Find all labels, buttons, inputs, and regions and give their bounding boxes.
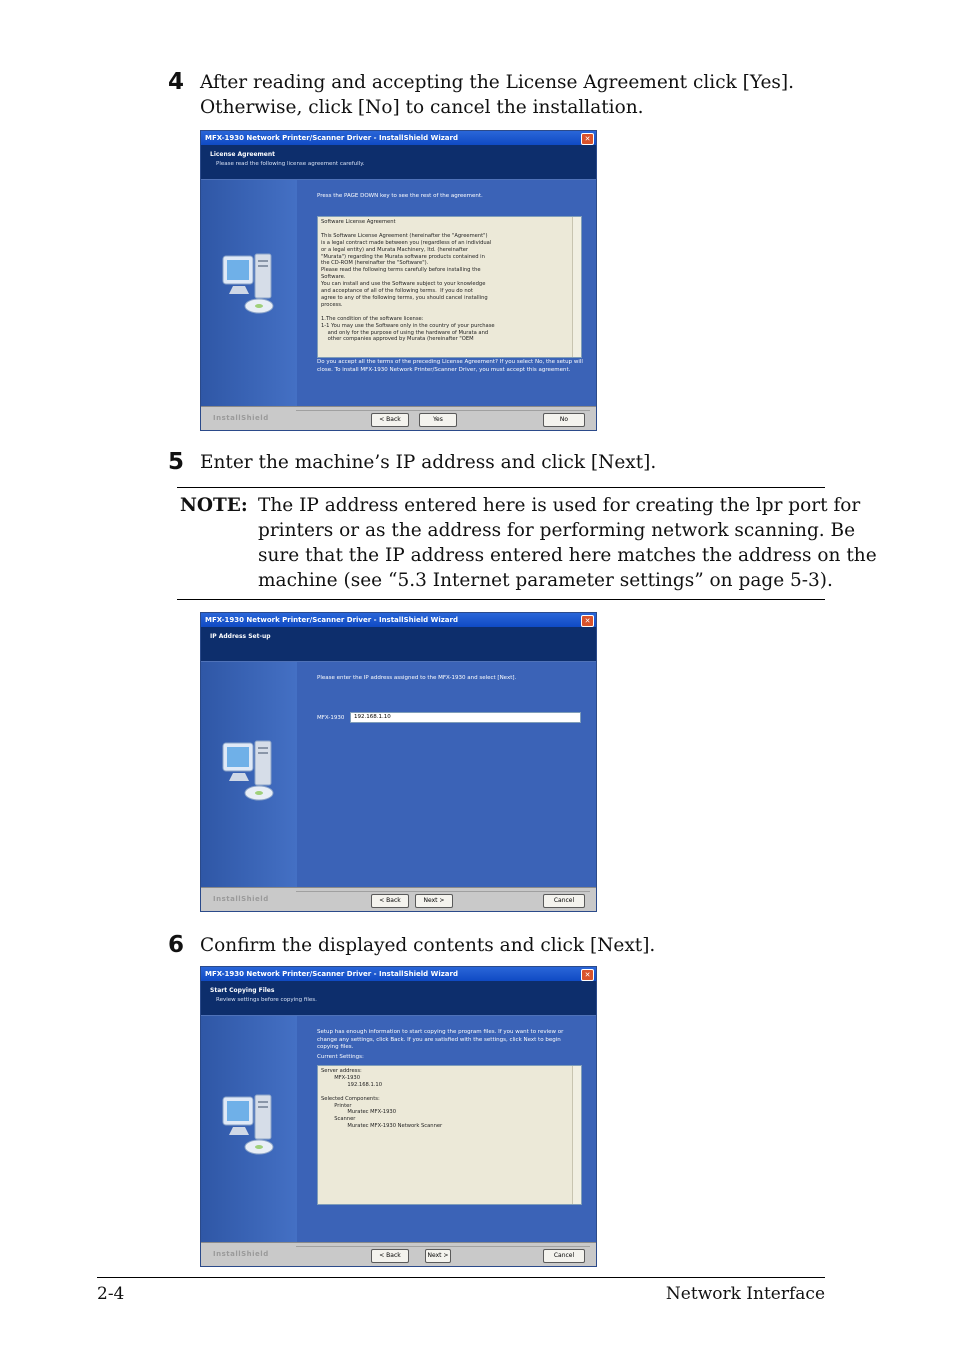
text-line	[321, 226, 578, 233]
text-line: MFX-1930	[321, 1074, 361, 1081]
text-line: Software.	[321, 274, 346, 281]
instruction-text: Press the PAGE DOWN key to see the rest of the agreement.	[317, 193, 483, 199]
installshield-logo: InstallShield	[213, 1250, 269, 1258]
dialog-body	[201, 1016, 596, 1242]
window-titlebar	[201, 613, 596, 627]
text-line: Please read the following terms carefully before installing the	[321, 267, 481, 274]
page-number: 2-4	[97, 1284, 125, 1304]
current-settings-label: Current Settings:	[317, 1054, 364, 1060]
dialog-header	[201, 145, 596, 180]
instruction-text: Setup has enough information to start copying the program files. If you want to review or change any settings, click Back. If you are satisfied with the settings, click Next to begin copying files.	[317, 1029, 564, 1050]
license-dialog-screenshot	[200, 130, 597, 431]
installshield-logo: InstallShield	[213, 895, 269, 903]
step-text	[200, 450, 656, 475]
instruction-text: Please enter the IP address assigned to the MFX-1930 and select [Next].	[317, 675, 517, 681]
text-line: 1-1 You may use the Software only in the country of your purchase	[321, 322, 495, 329]
note-line: printers or as the address for performing network scanning. Be	[258, 520, 856, 541]
footer-divider	[296, 1246, 590, 1247]
close-icon[interactable]: ✕	[581, 969, 594, 981]
note-line: sure that the IP address entered here matches the address on the	[258, 545, 877, 566]
back-button[interactable]: < Back	[371, 413, 409, 427]
close-icon[interactable]: ✕	[581, 133, 594, 145]
dialog-heading: License Agreement	[210, 151, 276, 158]
text-line: This Software License Agreement (hereinafter the "Agreement")	[321, 232, 488, 239]
left-pane	[201, 180, 297, 406]
footer-divider	[296, 891, 590, 892]
license-text-box[interactable]	[317, 216, 582, 358]
window-title: MFX-1930 Network Printer/Scanner Driver - InstallShield Wizard	[205, 134, 458, 142]
ip-field-label: MFX-1930	[317, 715, 345, 721]
text-line: Muratec MFX-1930	[321, 1109, 397, 1116]
step-line: Otherwise, click [No] to cancel the installation.	[200, 97, 644, 118]
text-line: is a legal contract made between you (regardless of an individual	[321, 239, 492, 246]
start-copying-dialog-screenshot	[200, 966, 597, 1267]
step-text	[200, 933, 655, 958]
step-number: 6	[168, 932, 185, 958]
note-top-rule	[177, 487, 825, 488]
step-line: After reading and accepting the License Agreement click [Yes].	[200, 72, 795, 93]
yes-button[interactable]: Yes	[419, 413, 457, 427]
note-line: machine (see “5.3 Internet parameter settings” on page 5-3).	[258, 570, 833, 591]
dialog-footer	[201, 1242, 596, 1267]
step-number: 5	[168, 449, 185, 475]
footer-divider	[296, 410, 590, 411]
window-titlebar	[201, 131, 596, 145]
window-title: MFX-1930 Network Printer/Scanner Driver - InstallShield Wizard	[205, 616, 458, 624]
text-line: Software License Agreement	[321, 219, 396, 225]
left-pane	[201, 1016, 297, 1242]
note-label: NOTE:	[180, 495, 248, 516]
text-line: 192.168.1.10	[321, 1081, 383, 1088]
dialog-footer	[201, 887, 596, 912]
dialog-header	[201, 981, 596, 1016]
text-line: process.	[321, 301, 343, 308]
computer-icon	[219, 250, 281, 316]
text-line: or a legal entity) and Murata Machinery, ltd. (hereinafter	[321, 246, 469, 253]
text-line	[321, 309, 578, 316]
text-line: Printer	[321, 1102, 352, 1109]
accept-question: Do you accept all the terms of the preceding License Agreement? If you select No, the setup will close. To install MFX-1930 Network Printer/Scanner Driver, you must accept this agreement.	[317, 359, 583, 373]
step-text	[200, 70, 794, 120]
note-body	[258, 493, 877, 593]
window-titlebar	[201, 967, 596, 981]
dialog-subheading: Review settings before copying files.	[216, 997, 317, 1003]
text-line: Muratec MFX-1930 Network Scanner	[321, 1123, 443, 1130]
note-bottom-rule	[177, 599, 825, 600]
chapter-title: Network Interface	[665, 1284, 825, 1304]
text-line: and acceptance of all of the following terms. If you do not	[321, 288, 473, 295]
step-number: 4	[168, 69, 185, 95]
step-line: Confirm the displayed contents and click [Next].	[200, 935, 656, 956]
text-line: 1.The condition of the software license:	[321, 315, 424, 322]
note-line: The IP address entered here is used for creating the lpr port for	[258, 495, 861, 516]
footer-rule	[97, 1277, 825, 1278]
next-button[interactable]: Next >	[415, 894, 453, 908]
text-line: Scanner	[321, 1116, 356, 1123]
text-line: other companies approved by Murata (hereinafter "OEM	[321, 336, 474, 343]
installshield-logo: InstallShield	[213, 414, 269, 422]
computer-icon	[219, 737, 281, 803]
scrollbar[interactable]	[572, 1066, 581, 1204]
text-line: agree to any of the following terms, you should cancel installing	[321, 294, 488, 301]
computer-icon	[219, 1091, 281, 1157]
text-line	[321, 1089, 578, 1096]
window-title: MFX-1930 Network Printer/Scanner Driver - InstallShield Wizard	[205, 970, 458, 978]
dialog-body	[201, 662, 596, 887]
close-icon[interactable]: ✕	[581, 615, 594, 627]
ip-address-input[interactable]: 192.168.1.10	[350, 712, 581, 723]
dialog-heading: Start Copying Files	[210, 987, 275, 994]
back-button[interactable]: < Back	[371, 894, 409, 908]
step-line: Enter the machine’s IP address and click [Next].	[200, 452, 657, 473]
dialog-header	[201, 627, 596, 662]
next-button[interactable]: Next >	[425, 1249, 451, 1263]
scrollbar[interactable]	[572, 217, 581, 357]
back-button[interactable]: < Back	[371, 1249, 409, 1263]
text-line: and only for the purpose of using the hardware of Murata and	[321, 329, 489, 336]
ip-setup-dialog-screenshot	[200, 612, 597, 912]
no-button[interactable]: No	[543, 413, 585, 427]
settings-text-box[interactable]	[317, 1065, 582, 1205]
left-pane	[201, 662, 297, 887]
text-line: "Murata") regarding the Murata software products contained in	[321, 253, 485, 260]
dialog-footer	[201, 406, 596, 431]
dialog-body	[201, 180, 596, 406]
cancel-button[interactable]: Cancel	[543, 894, 585, 908]
text-line: Selected Components:	[321, 1095, 380, 1102]
text-line: Server address:	[321, 1068, 362, 1074]
text-line: You can install and use the Software subject to your knowledge	[321, 281, 486, 288]
dialog-heading: IP Address Set-up	[210, 633, 271, 640]
text-line: the CD-ROM (hereinafter the "Software").	[321, 260, 429, 267]
cancel-button[interactable]: Cancel	[543, 1249, 585, 1263]
dialog-subheading: Please read the following license agreement carefully.	[216, 161, 365, 167]
